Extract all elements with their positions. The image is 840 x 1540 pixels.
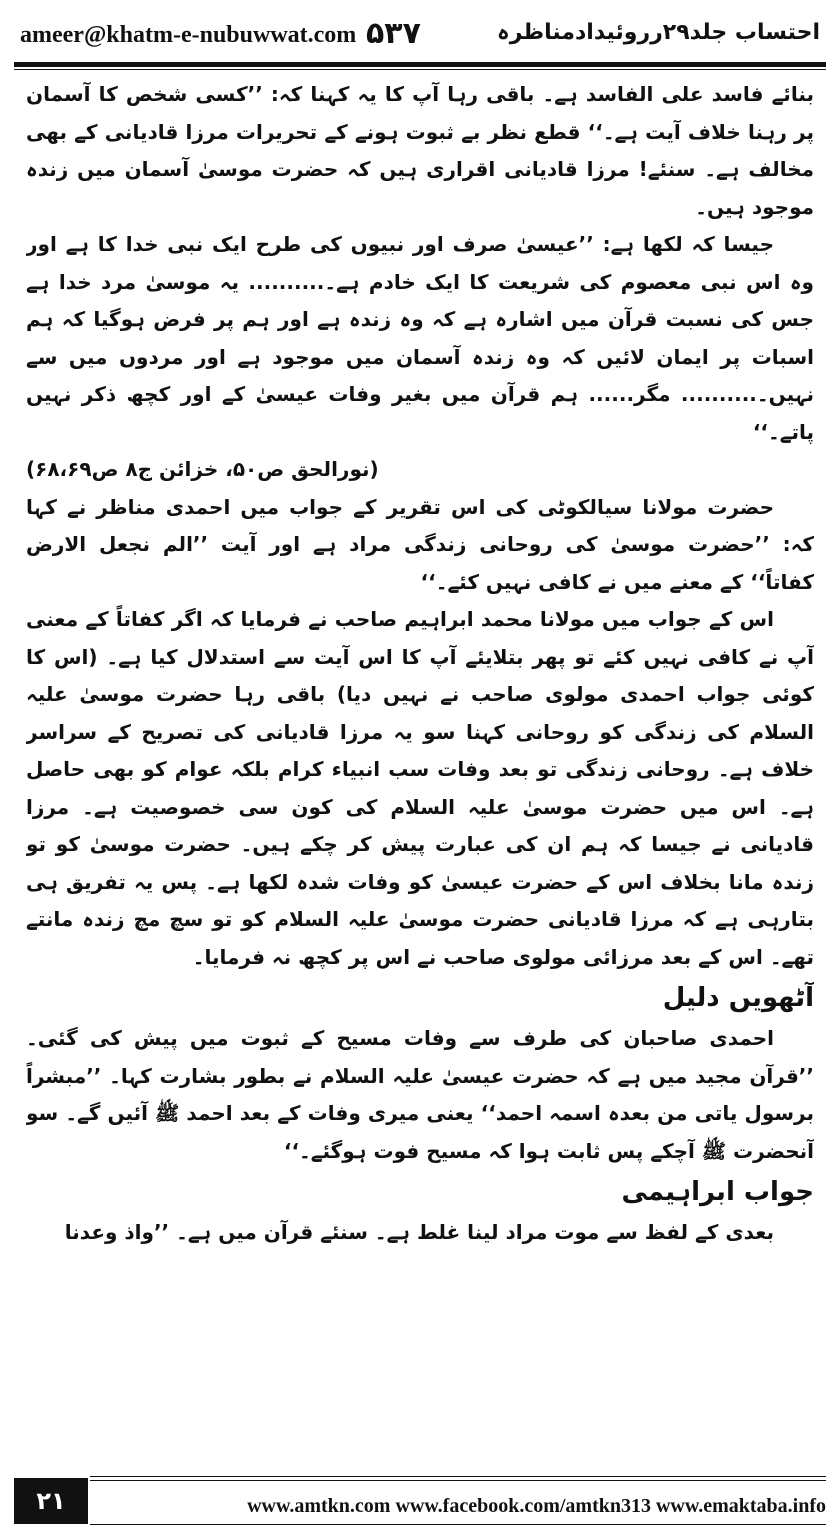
footer-rule-top [90,1476,826,1477]
footer-rule-bottom [90,1524,826,1525]
paragraph-5: احمدی صاحبان کی طرف سے وفات مسیح کے ثبوت میں پیش کی گئی۔ ’’قرآن مجید میں ہے کہ حضرت عیسیٰ علیہ السلام نے بطور بشارت کہا۔ ’’مبشراً برسول یاتی من بعدہ اسمہ احمد‘‘ یعنی میری وفات کے بعد احمد ﷺ آئیں گے۔ سو آنحضرت ﷺ آچکے پس ثابت ہوا کہ مسیح فوت ہوگئے۔‘‘ [26,1026,814,1163]
paragraph-3: حضرت مولانا سیالکوٹی کی اس تقریر کے جواب میں احمدی مناظر نے کہا کہ: ’’حضرت موسیٰ کی روحانی زندگی مراد ہے اور آیت ’’الم نجعل الارض کفاتاً‘‘ کے معنے میں نے کافی نہیں کئے۔‘‘ [26,494,814,594]
paragraph-2: جیسا کہ لکھا ہے: ’’عیسیٰ صرف اور نبیوں کی طرح ایک نبی خدا کا ہے اور وہ اس نبی معصوم کی شریعت کا ایک خادم ہے۔.......... یہ موسیٰ مرد خدا ہے جس کی نسبت قرآن میں اشارہ ہے کہ وہ زندہ ہے اور ہم پر فرض ہوگیا کہ ہم اسبات پر ایمان لائیں کہ وہ زندہ آسمان میں موجود ہے اور مردوں میں سے نہیں۔.......... مگر...... ہم قرآن میں بغیر وفات عیسیٰ کے اور کچھ ذکر نہیں پاتے۔‘‘ [26,232,814,444]
footer-rule-top-2 [90,1480,826,1481]
section-heading-reply: جواب ابراہیمی [621,1177,814,1207]
paragraph-4: اس کے جواب میں مولانا محمد ابراہیم صاحب نے فرمایا کہ اگر کفاتاً کے معنی آپ نے کافی نہیں کئے تو پھر بتلایئے آپ کا اس آیت سے استدلال کیا ہے۔ (اس کا کوئی جواب احمدی مولوی صاحب نے نہیں دیا) باقی رہا حضرت موسیٰ علیہ السلام کی زندگی کو روحانی کہنا سو یہ مرزا قادیانی کی تصریح کے سراسر خلاف ہے۔ روحانی زندگی تو بعد وفات سب انبیاء کرام بلکہ عوام کو بھی حاصل ہے۔ اس میں حضرت موسیٰ علیہ السلام کی کون سی خصوصیت ہے۔ مرزا قادیانی نے جیسا کہ ہم ان کی عبارت پیش کر چکے ہیں۔ حضرت موسیٰ کو تو زندہ مانا بخلاف اس کے حضرت عیسیٰ کو وفات شدہ لکھا ہے۔ پس یہ تفریق ہی بتارہی ہے کہ مرزا قادیانی حضرت موسیٰ علیہ السلام کو تو سچ مچ زندہ مانتے تھے۔ اس کے بعد مرزائی مولوی صاحب نے اس پر کچھ نہ فرمایا۔ [26,607,814,969]
paragraph-6: بعدی کے لفظ سے موت مراد لینا غلط ہے۔ سنئے قرآن میں ہے۔ ’’واذ وعدنا [64,1220,774,1244]
page-body [26,76,814,1448]
header-running-title: احتساب جلد۲۹رروئیدادمناظرہ [496,20,820,45]
footer-page-number: ۲۱ [14,1478,88,1524]
reference-citation [26,451,814,489]
header-email: ameer@khatm-e-nubuwwat.com [20,22,357,48]
header-rule-thick [14,62,826,67]
footer-links: www.amtkn.com www.facebook.com/amtkn313 www.emaktaba.info [247,1495,826,1517]
header-rule-thin [14,69,826,70]
paragraph-1: بنائے فاسد علی الفاسد ہے۔ باقی رہا آپ کا یہ کہنا کہ: ’’کسی شخص کا آسمان پر رہنا خلاف آیت ہے۔‘‘ قطع نظر بے ثبوت ہونے کے تحریرات مرزا قادیانی کے بھی مخالف ہے۔ سنئے! مرزا قادیانی اقراری ہیں کہ حضرت موسیٰ آسمان میں زندہ موجود ہیں۔ [26,82,814,219]
section-heading-eighth-argument: آٹھویں دلیل [662,983,814,1013]
header-page-number: ۵۳۷ [366,16,421,51]
reference-text: (نورالحق ص۵۰، خزائن ج۸ ص۶۸،۶۹) [26,457,379,481]
page-header [14,18,826,58]
